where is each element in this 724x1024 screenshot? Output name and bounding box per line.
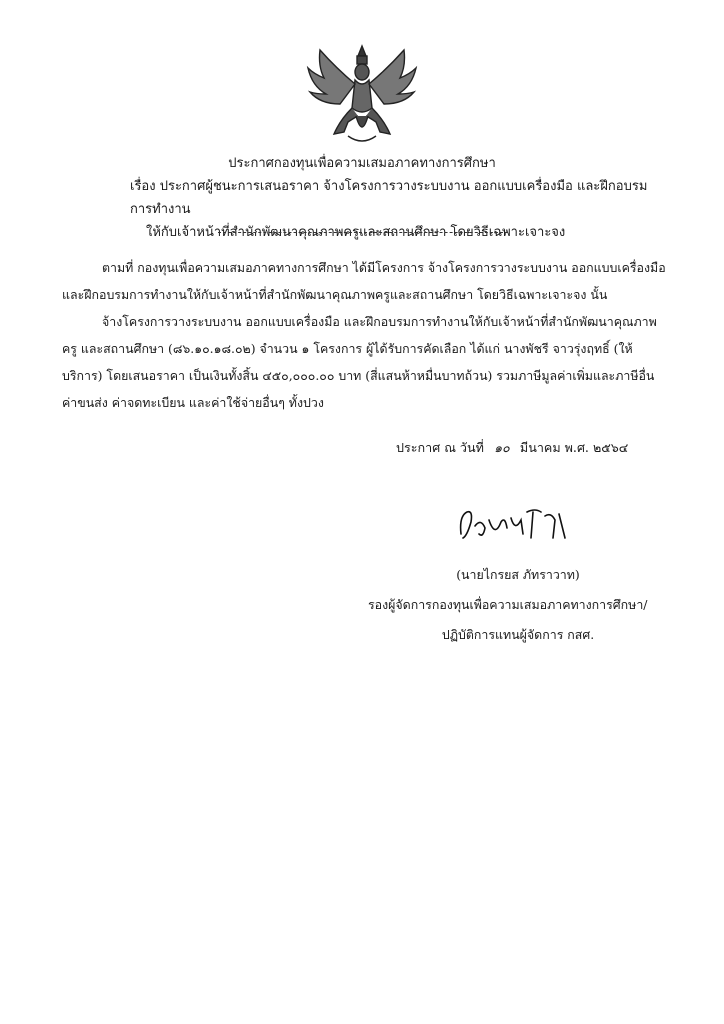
org-title: ประกาศกองทุนเพื่อความเสมอภาคทางการศึกษา (228, 156, 496, 171)
garuda-emblem-icon (300, 38, 424, 150)
announcement-date (396, 438, 628, 458)
signatory-acting-role: ปฏิบัติการแทนผู้จัดการ กสศ. (441, 627, 595, 642)
heading-divider (218, 232, 508, 233)
date-day: ๑๐ (494, 440, 510, 455)
announcement-heading (60, 152, 664, 244)
date-month-year: มีนาคม พ.ศ. ๒๕๖๔ (519, 440, 629, 455)
handwritten-signature (455, 498, 575, 548)
body-paragraph-1: ตามที่ กองทุนเพื่อความเสมอภาคทางการศึกษา ได้มีโครงการ จ้างโครงการวางระบบงาน ออกแบบเครื่องมือ และฝึกอบรมการทำงานให้กับเจ้าหน้าที่สำนักพัฒนาคุณภาพครูและสถานศึกษา โดยวิธีเฉพาะเจาะจง นั้น (62, 260, 666, 302)
date-prefix: ประกาศ ณ วันที่ (396, 440, 484, 455)
body-paragraph-2: จ้างโครงการวางระบบงาน ออกแบบเครื่องมือ และฝึกอบรมการทำงานให้กับเจ้าหน้าที่สำนักพัฒนาคุณภาพครู และสถานศึกษา (๘๖.๑๐.๑๘.๐๒) จำนวน ๑ โครงการ ผู้ได้รับการคัดเลือก ได้แก่ นางพัชรี จาวรุ่งฤทธิ์ (ให้บริการ) โดยเสนอราคา เป็นเงินทั้งสิ้น ๔๕๐,๐๐๐.๐๐ บาท (สี่แสนห้าหมื่นบาทถ้วน) รวมภาษีมูลค่าเพิ่มและภาษีอื่น ค่าขนส่ง ค่าจดทะเบียน และค่าใช้จ่ายอื่นๆ ทั้งปวง (62, 314, 657, 410)
announcement-body (62, 254, 666, 416)
subject-line-continued: ให้กับเจ้าหน้าที่สำนักพัฒนาคุณภาพครูและสถานศึกษา โดยวิธีเฉพาะเจาะจง (146, 225, 566, 240)
signatory-name: (นายไกรยส ภัทราวาท) (456, 567, 580, 582)
signatory-position: รองผู้จัดการกองทุนเพื่อความเสมอภาคทางการศึกษา/ (368, 597, 648, 612)
subject-line: เรื่อง ประกาศผู้ชนะการเสนอราคา จ้างโครงการวางระบบงาน ออกแบบเครื่องมือ และฝึกอบรมการทำงาน (130, 179, 648, 217)
signatory-block (368, 560, 668, 650)
